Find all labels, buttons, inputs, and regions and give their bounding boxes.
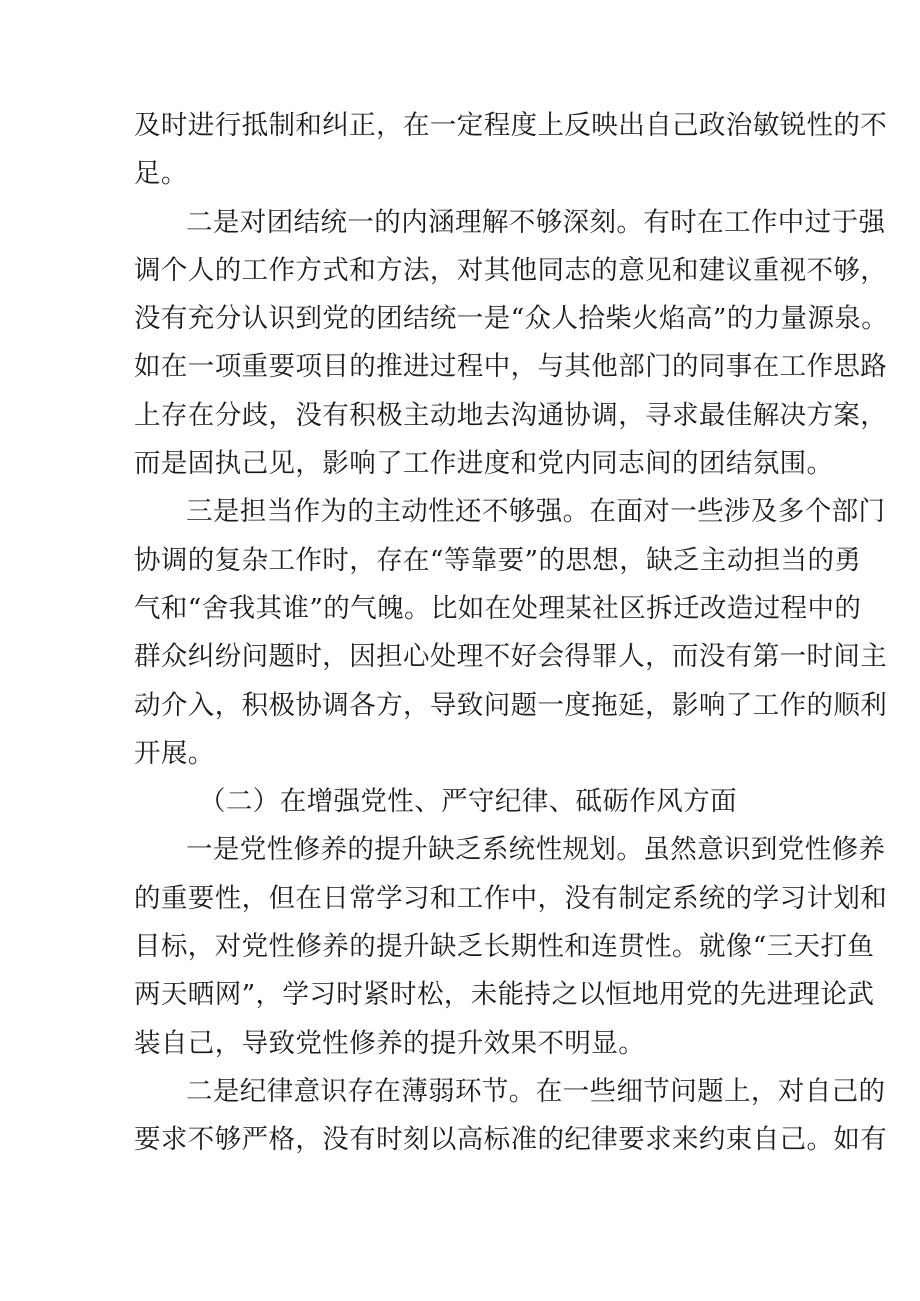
text-line: 两天晒网”，学习时紧时松，未能持之以恒地用党的先进理论武 — [134, 979, 875, 1011]
text-line: 的重要性，但在日常学习和工作中，没有制定系统的学习计划和 — [134, 882, 888, 914]
text-line: 二是纪律意识存在薄弱环节。在一些细节问题上，对自己的 — [186, 1075, 886, 1107]
text-line: 二是对团结统一的内涵理解不够深刻。有时在工作中过于强 — [186, 206, 886, 238]
paragraph-continuation — [134, 102, 888, 199]
paragraph-unity — [134, 199, 889, 489]
text-line: 三是担当作为的主动性还不够强。在面对一些涉及多个部门 — [186, 496, 886, 528]
section-heading — [134, 778, 786, 826]
text-line: 足。 — [134, 158, 188, 190]
text-line: 协调的复杂工作时，存在“等靠要”的思想，缺乏主动担当的勇 — [134, 544, 862, 576]
text-line: 要求不够严格，没有时刻以高标准的纪律要求来约束自己。如有 — [134, 1124, 888, 1156]
section-heading-text: （二）在增强党性、严守纪律、砥砺作风方面 — [199, 786, 737, 818]
document-body — [134, 102, 889, 1165]
text-line: 动介入，积极协调各方，导致问题一度拖延，影响了工作的顺利 — [134, 689, 888, 721]
text-line: 没有充分认识到党的团结统一是“众人拾柴火焰高”的力量源泉。 — [134, 303, 889, 335]
text-line: 目标，对党性修养的提升缺乏长期性和连贯性。就像“三天打鱼 — [134, 931, 875, 963]
paragraph-discipline — [134, 1068, 888, 1165]
paragraph-party-spirit — [134, 826, 888, 1067]
text-line: 群众纠纷问题时，因担心处理不好会得罪人，而没有第一时间主 — [134, 641, 888, 673]
text-line: 调个人的工作方式和方法，对其他同志的意见和建议重视不够， — [134, 254, 888, 286]
text-line: 而是固执己见，影响了工作进度和党内同志间的团结氛围。 — [134, 448, 834, 480]
text-line: 如在一项重要项目的推进过程中，与其他部门的同事在工作思路 — [134, 351, 888, 383]
text-line: 气和“舍我其谁”的气魄。比如在处理某社区拆迁改造过程中的 — [134, 592, 862, 624]
text-line: 开展。 — [134, 737, 215, 769]
text-line: 上存在分歧，没有积极主动地去沟通协调，寻求最佳解决方案， — [134, 399, 888, 431]
text-line: 及时进行抵制和纠正，在一定程度上反映出自己政治敏锐性的不 — [134, 110, 888, 141]
text-line: 装自己，导致党性修养的提升效果不明显。 — [134, 1027, 646, 1059]
paragraph-responsibility — [134, 488, 888, 778]
text-line: 一是党性修养的提升缺乏系统性规划。虽然意识到党性修养 — [186, 834, 886, 866]
